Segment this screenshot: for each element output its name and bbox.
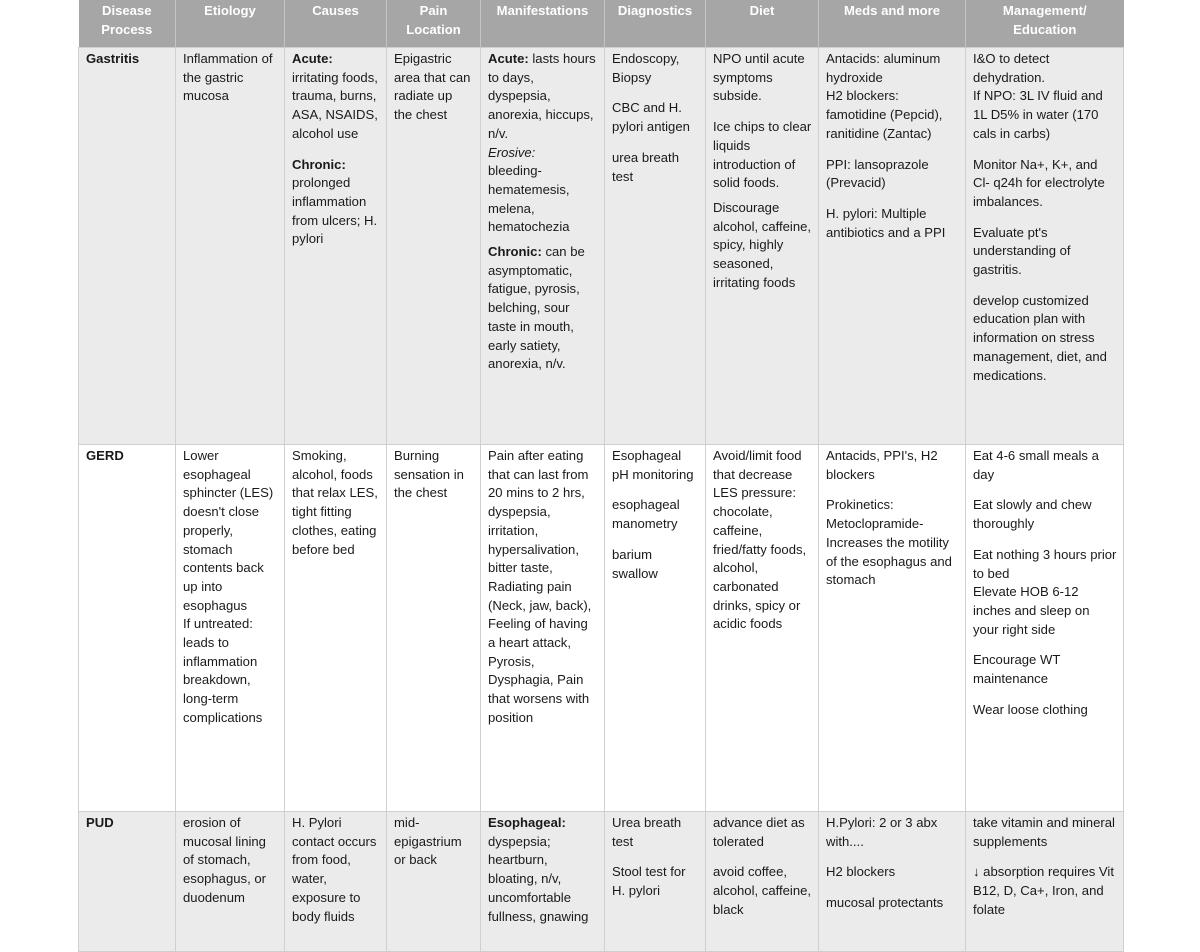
meds-cell	[819, 812, 966, 952]
etiology-cell: erosion of mucosal lining of stomach, esophagus, or duodenum	[176, 812, 285, 952]
diagnostic-item: Stool test for H. pylori	[612, 864, 686, 899]
header-row	[79, 0, 1124, 48]
header-manifestations: Manifestations	[481, 0, 605, 48]
causes-cell: H. Pylori contact occurs from food, water, exposure to body fluids	[285, 812, 387, 952]
diet-cell	[706, 812, 819, 952]
manifest-chronic-text: can be asymptomatic, fatigue, pyrosis, belching, sour taste in mouth, early satiety, anorexia, n/v.	[488, 244, 585, 372]
meds-cell	[819, 48, 966, 445]
manifest-esophageal-label: Esophageal:	[488, 815, 566, 830]
diet-item: Discourage alcohol, caffeine, spicy, highly seasoned, irritating foods	[713, 199, 812, 290]
causes-cell: Smoking, alcohol, foods that relax LES, tight fitting clothes, eating before bed	[285, 445, 387, 812]
disease-name: PUD	[79, 812, 176, 952]
diet-item: avoid coffee, alcohol, caffeine, black	[713, 864, 812, 917]
etiology-cell: Inflammation of the gastric mucosa	[176, 48, 285, 445]
diagnostic-item: Esophageal pH monitoring	[612, 448, 694, 482]
diagnostics-cell	[605, 48, 706, 445]
diagnostics-cell	[605, 445, 706, 812]
header-causes: Causes	[285, 0, 387, 48]
disease-comparison-table	[78, 0, 1124, 952]
diagnostic-item: urea breath test	[612, 149, 679, 184]
manifest-chronic-label: Chronic:	[488, 244, 542, 260]
diet-cell: Avoid/limit food that decrease LES pressure: chocolate, caffeine, fried/fatty foods, alcohol, carbonated drinks, spicy or acidic foods	[706, 445, 819, 812]
manifest-esophageal-text: dyspepsia; heartburn, bloating, n/v, uncomfortable fullness, gnawing	[488, 833, 589, 924]
diet-item: Ice chips to clear liquids introduction of solid foods.	[713, 119, 812, 191]
etiology-cell: Lower esophageal sphincter (LES) doesn't close properly, stomach contents back up into esophagus If untreated: leads to inflammation breakdown, long-term complications	[176, 445, 285, 812]
diagnostics-cell	[605, 812, 706, 952]
meds-item: mucosal protectants	[826, 895, 944, 911]
table-row-gastritis	[79, 48, 1124, 445]
manifestations-cell: Pain after eating that can last from 20 mins to 2 hrs, dyspepsia, irritation, hypersalivation, bitter taste, Radiating pain (Neck, jaw, back), Feeling of having a heart attack, Pyrosis, Dysphagia, Pain that worsens with position	[481, 445, 605, 812]
header-diet: Diet	[706, 0, 819, 48]
header-etiology: Etiology	[176, 0, 285, 48]
disease-name: GERD	[79, 445, 176, 812]
management-item: develop customized education plan with information on stress management, diet, and medications.	[973, 292, 1107, 383]
management-item: Eat nothing 3 hours prior to bed Elevate HOB 6-12 inches and sleep on your right side	[973, 546, 1117, 637]
meds-item: Antacids, PPI's, H2 blockers	[826, 448, 938, 482]
manifest-acute-text: lasts hours to days, dyspepsia, anorexia, hiccups, n/v.	[488, 51, 596, 141]
header-meds: Meds and more	[819, 0, 966, 48]
pain-location-cell: Burning sensation in the chest	[387, 445, 481, 812]
management-cell	[966, 445, 1124, 812]
causes-acute-label: Acute:	[292, 51, 333, 66]
management-item: Evaluate pt's understanding of gastritis.	[973, 224, 1071, 278]
manifest-acute-label: Acute:	[488, 51, 529, 66]
diagnostic-item: esophageal manometry	[612, 497, 680, 532]
diagnostic-item: Urea breath test	[612, 815, 682, 849]
meds-item: H.Pylori: 2 or 3 abx with....	[826, 815, 938, 849]
diet-item: advance diet as tolerated	[713, 815, 805, 849]
causes-chronic-label: Chronic:	[292, 156, 346, 172]
meds-item: H. pylori: Multiple antibiotics and a PPI	[826, 205, 946, 240]
header-disease-process: Disease Process	[79, 0, 176, 48]
meds-item: PPI: lansoprazole (Prevacid)	[826, 156, 929, 191]
meds-item: H2 blockers	[826, 864, 896, 880]
causes-chronic-text: prolonged inflammation from ulcers; H. pylori	[292, 175, 378, 247]
header-pain-location: Pain Location	[387, 0, 481, 48]
manifestations-cell	[481, 48, 605, 445]
meds-item: Antacids: aluminum hydroxide H2 blockers: famotidine (Pepcid), ranitidine (Zantac)	[826, 51, 943, 141]
header-management: Management/ Education	[966, 0, 1124, 48]
table-row-gerd	[79, 445, 1124, 812]
management-item: Monitor Na+, K+, and Cl- q24h for electrolyte imbalances.	[973, 156, 1105, 209]
management-item: Encourage WT maintenance	[973, 652, 1061, 687]
management-item: Eat 4-6 small meals a day	[973, 448, 1099, 482]
diagnostic-item: barium swallow	[612, 546, 658, 581]
disease-name: Gastritis	[79, 48, 176, 445]
pain-location-cell: mid-epigastrium or back	[387, 812, 481, 952]
meds-item: Prokinetics: Metoclopramide- Increases the motility of the esophagus and stomach	[826, 497, 952, 588]
table-row-pud	[79, 812, 1124, 952]
causes-cell	[285, 48, 387, 445]
management-cell	[966, 812, 1124, 952]
pain-location-cell: Epigastric area that can radiate up the chest	[387, 48, 481, 445]
diagnostic-item: CBC and H. pylori antigen	[612, 100, 690, 135]
diagnostic-item: Endoscopy, Biopsy	[612, 51, 680, 85]
management-item: I&O to detect dehydration. If NPO: 3L IV fluid and 1L D5% in water (170 cals in carbs)	[973, 51, 1103, 141]
management-cell	[966, 48, 1124, 445]
meds-cell	[819, 445, 966, 812]
management-item: Wear loose clothing	[973, 701, 1088, 717]
manifestations-cell	[481, 812, 605, 952]
management-item: ↓ absorption requires Vit B12, D, Ca+, Iron, and folate	[973, 864, 1114, 917]
diet-item: NPO until acute symptoms subside.	[713, 51, 805, 104]
causes-acute-text: irritating foods, trauma, burns, ASA, NSAIDS, alcohol use	[292, 69, 378, 141]
manifest-erosive-text: bleeding- hematemesis, melena, hematochezia	[488, 163, 570, 235]
header-diagnostics: Diagnostics	[605, 0, 706, 48]
diet-cell	[706, 48, 819, 445]
management-item: take vitamin and mineral supplements	[973, 815, 1115, 849]
manifest-erosive-label: Erosive:	[488, 144, 536, 160]
management-item: Eat slowly and chew thoroughly	[973, 497, 1092, 532]
